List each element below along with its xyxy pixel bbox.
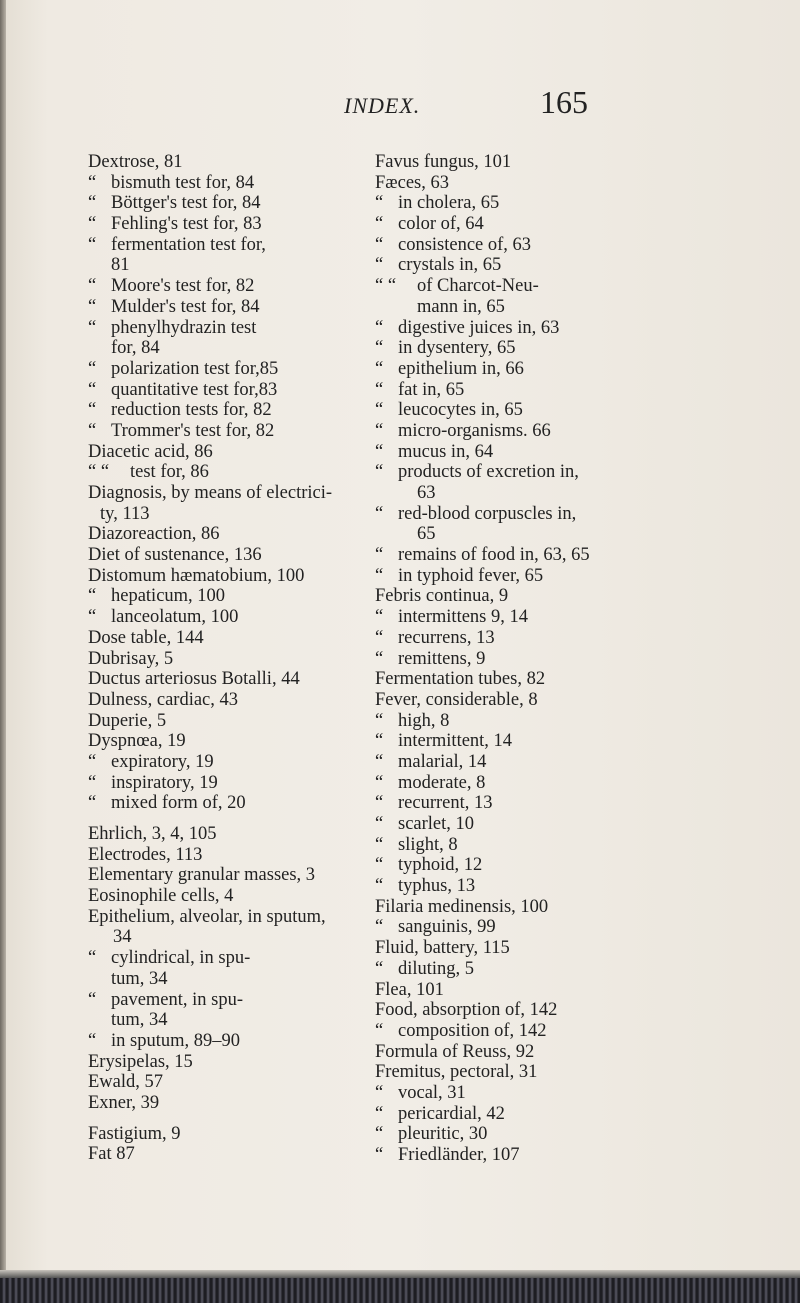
- index-entry-text: ty, 113: [100, 503, 150, 524]
- index-entry-text: composition of, 142: [398, 1020, 547, 1041]
- index-entry-text: red-blood corpuscles in,: [398, 503, 577, 524]
- index-entry: [88, 690, 373, 711]
- index-entry: [375, 297, 675, 318]
- index-entry: [88, 193, 373, 214]
- index-entry: [375, 524, 675, 545]
- index-entry-text: Flea, 101: [375, 979, 444, 1000]
- ditto-mark: “: [375, 793, 384, 814]
- index-entry: [88, 1052, 373, 1073]
- index-entry: [88, 483, 373, 504]
- ditto-mark: “: [375, 441, 384, 462]
- index-entry-text: recurrent, 13: [398, 793, 493, 814]
- index-entry-text: pavement, in spu-: [111, 989, 244, 1010]
- index-entry-text: 63: [417, 483, 436, 503]
- index-entry-text: Dubrisay, 5: [88, 648, 174, 669]
- index-entry-text: typhoid, 12: [398, 855, 483, 876]
- index-entry-text: Mulder's test for, 84: [111, 296, 260, 317]
- index-entry-text: Dose table, 144: [88, 627, 204, 648]
- index-entry: [375, 359, 675, 380]
- index-entry-text: remains of food in, 63, 65: [398, 545, 590, 566]
- index-entry-text: Dyspnœa, 19: [88, 731, 186, 752]
- index-entry: [88, 276, 373, 297]
- index-entry: [375, 566, 675, 587]
- ditto-mark: “: [375, 958, 384, 979]
- index-entry: [375, 628, 675, 649]
- index-entry-text: Fluid, battery, 115: [375, 938, 510, 959]
- index-entry: [88, 318, 373, 339]
- ditto-mark: “: [375, 834, 384, 855]
- index-entry-text: intermittent, 14: [398, 731, 513, 752]
- ditto-mark: “: [375, 814, 384, 834]
- ditto-mark: “: [375, 255, 384, 276]
- index-entry: [88, 566, 373, 587]
- index-entry-text: reduction tests for, 82: [111, 400, 272, 421]
- index-entry: [375, 897, 675, 918]
- index-entry: [88, 338, 373, 359]
- ditto-mark: “: [375, 317, 384, 338]
- ditto-mark: “: [375, 358, 384, 379]
- index-entry: [88, 752, 373, 773]
- ditto-mark: “: [88, 379, 97, 400]
- index-entry: [88, 845, 373, 866]
- index-entry: [88, 380, 373, 401]
- page-number: 165: [540, 84, 588, 120]
- index-entry: [88, 421, 373, 442]
- ditto-mark: “: [375, 731, 384, 752]
- index-entry: [375, 586, 675, 607]
- index-entry-text: tum, 34: [111, 1010, 168, 1031]
- index-entry: [375, 752, 675, 773]
- index-entry: [375, 545, 675, 566]
- index-entry-text: hepaticum, 100: [111, 586, 226, 607]
- index-entry: [375, 1104, 675, 1125]
- index-entry: [88, 1124, 373, 1145]
- index-entry-text: slight, 8: [398, 834, 458, 855]
- index-entry-text: mucus in, 64: [398, 441, 494, 462]
- index-entry: [88, 214, 373, 235]
- index-entry-text: for, 84: [111, 338, 160, 359]
- index-entry: [375, 462, 675, 483]
- ditto-mark: “: [375, 751, 384, 772]
- running-header-title: INDEX.: [344, 93, 421, 118]
- index-entry: [88, 152, 373, 173]
- ditto-mark: “: [375, 193, 384, 214]
- index-entry-text: products of excretion in,: [398, 462, 579, 483]
- index-entry: [88, 907, 373, 928]
- index-entry-text: fat in, 65: [398, 379, 465, 400]
- index-entry: [88, 1093, 373, 1114]
- index-entry: [375, 669, 675, 690]
- index-entry-text: pericardial, 42: [398, 1103, 505, 1124]
- ditto-mark: “: [375, 1145, 384, 1165]
- index-entry-text: micro-organisms. 66: [398, 420, 551, 441]
- index-entry-text: in cholera, 65: [398, 193, 500, 214]
- index-entry: [375, 214, 675, 235]
- index-entry: [375, 649, 675, 670]
- index-entry: [375, 235, 675, 256]
- ditto-mark: “: [88, 400, 97, 421]
- index-entry: [88, 359, 373, 380]
- index-entry: [375, 483, 675, 504]
- index-entry-text: Elementary granular masses, 3: [88, 865, 316, 886]
- ditto-mark: “: [375, 379, 384, 400]
- index-entry: [375, 380, 675, 401]
- index-entry: [375, 152, 675, 173]
- ditto-mark: “: [88, 948, 97, 969]
- ditto-mark: “: [375, 627, 384, 648]
- index-entry: [88, 504, 373, 525]
- index-entry: [375, 711, 675, 732]
- ditto-mark: “: [375, 234, 384, 255]
- index-entry: [375, 876, 675, 897]
- index-entry-text: digestive juices in, 63: [398, 317, 560, 338]
- index-entry-text: Filaria medinensis, 100: [375, 896, 549, 917]
- index-entry-text: Ductus arteriosus Botalli, 44: [88, 669, 300, 690]
- index-entry: [88, 628, 373, 649]
- index-entry: [375, 1021, 675, 1042]
- index-entry-text: Exner, 39: [88, 1092, 160, 1113]
- index-entry-text: Electrodes, 113: [88, 844, 203, 865]
- index-entry: [375, 504, 675, 525]
- index-entry: [375, 731, 675, 752]
- index-entry: [88, 886, 373, 907]
- index-entry-text: mixed form of, 20: [111, 793, 246, 814]
- ditto-mark: “: [375, 1082, 384, 1103]
- index-entry: [88, 524, 373, 545]
- index-entry: [88, 1144, 373, 1165]
- index-entry-text: typhus, 13: [398, 876, 476, 897]
- ditto-mark: “: [375, 503, 384, 524]
- index-entry-text: 65: [417, 524, 436, 545]
- ditto-mark: “: [375, 648, 384, 669]
- index-entry: [88, 948, 373, 969]
- ditto-mark: “: [375, 772, 384, 793]
- index-entry-text: Fastigium, 9: [88, 1123, 181, 1144]
- index-entry: [88, 649, 373, 670]
- index-entry-text: Epithelium, alveolar, in sputum,: [88, 906, 326, 927]
- index-entry-text: lanceolatum, 100: [111, 607, 239, 628]
- index-entry: [88, 442, 373, 463]
- index-entry: [88, 669, 373, 690]
- ditto-mark: “ “: [88, 462, 110, 483]
- index-entry: [88, 711, 373, 732]
- index-entry-text: Fehling's test for, 83: [111, 214, 262, 235]
- index-entry: [375, 773, 675, 794]
- index-entry-text: Eosinophile cells, 4: [88, 886, 234, 907]
- ditto-mark: “: [88, 607, 97, 628]
- page-left-edge: [0, 0, 6, 1303]
- ditto-mark: “: [88, 358, 97, 379]
- index-entry: [375, 835, 675, 856]
- index-entry-text: epithelium in, 66: [398, 358, 524, 379]
- index-entry-text: high, 8: [398, 710, 450, 731]
- ditto-mark: “: [375, 338, 384, 359]
- ditto-mark: “: [375, 1103, 384, 1124]
- index-entry-text: Formula of Reuss, 92: [375, 1041, 535, 1062]
- ditto-mark: “: [88, 193, 97, 214]
- index-entry-text: Friedländer, 107: [398, 1145, 520, 1165]
- index-entry: [375, 814, 675, 835]
- index-entry-text: inspiratory, 19: [111, 772, 218, 793]
- index-entry-text: Dextrose, 81: [88, 152, 183, 172]
- index-entry: [88, 773, 373, 794]
- ditto-mark: “: [375, 1124, 384, 1145]
- index-entry: [375, 255, 675, 276]
- index-entry-text: 34: [113, 927, 132, 948]
- index-entry: [375, 1083, 675, 1104]
- ditto-mark: “: [88, 172, 97, 193]
- ditto-mark: “: [375, 420, 384, 441]
- ditto-mark: “: [88, 214, 97, 235]
- index-entry: [375, 400, 675, 421]
- ditto-mark: “: [375, 917, 384, 938]
- index-entry: [375, 421, 675, 442]
- index-entry: [375, 1062, 675, 1083]
- index-entry: [375, 1042, 675, 1063]
- ditto-mark: “: [88, 989, 97, 1010]
- index-entry-text: vocal, 31: [398, 1082, 466, 1103]
- ditto-mark: “: [88, 276, 97, 297]
- index-entry-text: Duperie, 5: [88, 710, 167, 731]
- ditto-mark: “: [375, 607, 384, 628]
- index-entry: [88, 990, 373, 1011]
- index-entry-text: consistence of, 63: [398, 234, 532, 255]
- ditto-mark: “: [375, 545, 384, 566]
- index-entry-text: Food, absorption of, 142: [375, 1000, 558, 1021]
- ditto-mark: “: [375, 710, 384, 731]
- index-entry: [375, 980, 675, 1001]
- index-entry-text: fermentation test for,: [111, 234, 266, 255]
- index-entry-text: intermittens 9, 14: [398, 607, 528, 628]
- index-entry: [88, 545, 373, 566]
- index-column-left: [88, 152, 373, 1165]
- index-entry: [375, 690, 675, 711]
- ditto-mark: “: [88, 234, 97, 255]
- index-entry-text: Trommer's test for, 82: [111, 420, 275, 441]
- index-entry: [375, 276, 675, 297]
- index-entry-text: cylindrical, in spu-: [111, 948, 251, 969]
- ditto-mark: “: [375, 400, 384, 421]
- index-entry: [88, 462, 373, 483]
- index-entry-text: Fermentation tubes, 82: [375, 669, 546, 690]
- index-entry: [375, 793, 675, 814]
- index-entry-text: in typhoid fever, 65: [398, 565, 544, 586]
- ditto-mark: “: [88, 420, 97, 441]
- index-entry-text: leucocytes in, 65: [398, 400, 523, 421]
- index-entry-text: Fat 87: [88, 1144, 135, 1165]
- index-entry: [375, 318, 675, 339]
- index-entry: [88, 1072, 373, 1093]
- index-entry-text: Favus fungus, 101: [375, 152, 512, 172]
- index-entry-text: scarlet, 10: [398, 814, 475, 834]
- index-column-right: [375, 152, 675, 1166]
- ditto-mark: “: [375, 855, 384, 876]
- ditto-mark: “: [88, 586, 97, 607]
- index-entry: [88, 255, 373, 276]
- index-entry-text: in sputum, 89–90: [111, 1030, 240, 1051]
- index-entry-text: Moore's test for, 82: [111, 276, 255, 297]
- index-entry: [88, 1031, 373, 1052]
- ditto-mark: “: [375, 876, 384, 897]
- index-entry-text: 81: [111, 255, 130, 276]
- index-entry-text: Distomum hæmatobium, 100: [88, 565, 305, 586]
- index-entry-text: Ewald, 57: [88, 1072, 164, 1093]
- index-entry-text: bismuth test for, 84: [111, 172, 255, 193]
- ditto-mark: “: [88, 1030, 97, 1051]
- index-entry-text: tum, 34: [111, 968, 168, 989]
- index-entry-text: Febris continua, 9: [375, 586, 509, 607]
- index-entry-text: Diagnosis, by means of electrici-: [88, 483, 333, 503]
- index-entry: [88, 235, 373, 256]
- index-entry-text: expiratory, 19: [111, 751, 214, 772]
- index-entry-text: phenylhydrazin test: [111, 317, 257, 338]
- index-entry-text: Diazoreaction, 86: [88, 524, 220, 545]
- index-entry-text: Böttger's test for, 84: [111, 193, 261, 214]
- index-entry-text: pleuritic, 30: [398, 1124, 488, 1145]
- scan-bottom-edge: [0, 1270, 800, 1303]
- index-entry-text: Diet of sustenance, 136: [88, 545, 262, 566]
- index-entry: [375, 959, 675, 980]
- index-entry: [375, 442, 675, 463]
- ditto-mark: “: [88, 296, 97, 317]
- index-entry: [375, 855, 675, 876]
- index-entry: [375, 1000, 675, 1021]
- index-entry: [88, 297, 373, 318]
- index-entry-text: moderate, 8: [398, 772, 486, 793]
- index-entry: [88, 607, 373, 628]
- index-entry-text: color of, 64: [398, 214, 484, 235]
- index-entry: [88, 731, 373, 752]
- index-entry-text: recurrens, 13: [398, 627, 495, 648]
- index-entry: [375, 1124, 675, 1145]
- index-entry: [375, 938, 675, 959]
- index-entry-text: Dulness, cardiac, 43: [88, 689, 239, 710]
- index-entry-text: Fremitus, pectoral, 31: [375, 1062, 538, 1083]
- index-entry: [375, 338, 675, 359]
- ditto-mark: “: [375, 462, 384, 483]
- ditto-mark: “: [88, 793, 97, 814]
- index-entry-text: Erysipelas, 15: [88, 1051, 193, 1072]
- index-entry-text: Diacetic acid, 86: [88, 441, 213, 462]
- ditto-mark: “: [88, 317, 97, 338]
- ditto-mark: “: [88, 751, 97, 772]
- index-entry: [88, 173, 373, 194]
- index-entry: [88, 824, 373, 845]
- index-entry: [88, 400, 373, 421]
- index-entry-text: remittens, 9: [398, 648, 486, 669]
- index-entry-text: sanguinis, 99: [398, 917, 496, 938]
- index-entry-text: diluting, 5: [398, 958, 475, 979]
- ditto-mark: “: [375, 214, 384, 235]
- index-entry-text: Fæces, 63: [375, 172, 449, 193]
- index-entry: [375, 1145, 675, 1166]
- index-entry-text: in dysentery, 65: [398, 338, 516, 359]
- index-entry: [88, 793, 373, 814]
- index-entry-text: of Charcot-Neu-: [417, 276, 539, 297]
- index-entry: [88, 1010, 373, 1031]
- index-entry: [88, 969, 373, 990]
- index-entry: [375, 173, 675, 194]
- index-entry-text: crystals in, 65: [398, 255, 502, 276]
- ditto-mark: “: [88, 772, 97, 793]
- index-entry-text: quantitative test for,83: [111, 379, 278, 400]
- index-entry: [88, 927, 373, 948]
- index-entry-text: malarial, 14: [398, 751, 487, 772]
- index-entry: [88, 586, 373, 607]
- index-entry-text: Ehrlich, 3, 4, 105: [88, 824, 217, 844]
- ditto-mark: “: [375, 1020, 384, 1041]
- index-entry: [375, 193, 675, 214]
- index-entry-text: test for, 86: [130, 462, 209, 483]
- index-entry: [375, 917, 675, 938]
- index-entry-text: mann in, 65: [417, 296, 505, 317]
- ditto-mark: “: [375, 565, 384, 586]
- ditto-mark: “ “: [375, 276, 397, 297]
- index-entry: [88, 865, 373, 886]
- index-entry-text: polarization test for,85: [111, 358, 279, 379]
- index-entry: [375, 607, 675, 628]
- index-entry-text: Fever, considerable, 8: [375, 689, 538, 710]
